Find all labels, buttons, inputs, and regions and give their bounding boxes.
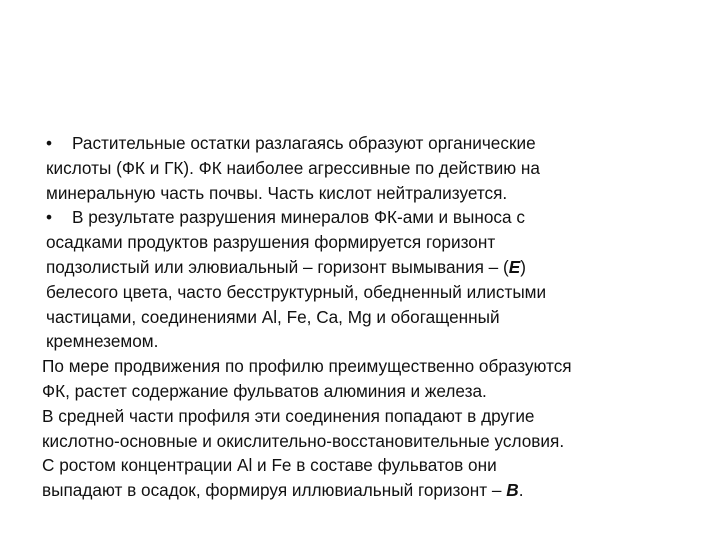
- paragraph-4: [42, 404, 706, 503]
- slide-body: [42, 131, 706, 503]
- text-fragment: .: [518, 480, 524, 501]
- horizon-b-label: В: [506, 480, 519, 501]
- text-line: По мере продвижения по профилю преимущественно образуются: [42, 356, 572, 377]
- text-line: Растительные остатки разлагаясь образуют органические: [72, 133, 536, 153]
- text-line: кремнеземом.: [46, 331, 159, 352]
- bullet-icon: •: [46, 207, 53, 228]
- text-fragment: подзолистый или элювиальный – горизонт вымывания – (: [46, 256, 509, 277]
- paragraph-3: [42, 354, 706, 404]
- text-line: белесого цвета, часто бесструктурный, обедненный илистыми: [46, 281, 547, 302]
- bullet-paragraph-2: [46, 205, 706, 354]
- horizon-e-label: E: [508, 256, 521, 277]
- text-fragment: ): [520, 256, 526, 277]
- text-line: кислоты (ФК и ГК). ФК наиболее агрессивные по действию на: [46, 157, 540, 178]
- text-line: частицами, соединениями Al, Fe, Ca, Mg и обогащенный: [46, 306, 500, 327]
- text-line-with-horizon: [46, 255, 706, 280]
- bullet-paragraph-1: [46, 131, 706, 205]
- text-fragment: выпадают в осадок, формируя иллювиальный горизонт –: [42, 480, 507, 501]
- text-line: В результате разрушения минералов ФК-ами и выноса с: [72, 207, 525, 228]
- text-line: минеральную часть почвы. Часть кислот нейтрализуется.: [46, 182, 508, 203]
- text-line-with-horizon: [42, 478, 706, 503]
- text-line: С ростом концентрации Al и Fe в составе фульватов они: [42, 455, 497, 476]
- bullet-icon: •: [46, 133, 53, 153]
- text-line: В средней части профиля эти соединения попадают в другие: [42, 405, 535, 426]
- text-line: кислотно-основные и окислительно-восстановительные условия.: [42, 430, 565, 451]
- text-line: ФК, растет содержание фульватов алюминия и железа.: [42, 380, 487, 401]
- text-line: осадками продуктов разрушения формируется горизонт: [46, 232, 496, 253]
